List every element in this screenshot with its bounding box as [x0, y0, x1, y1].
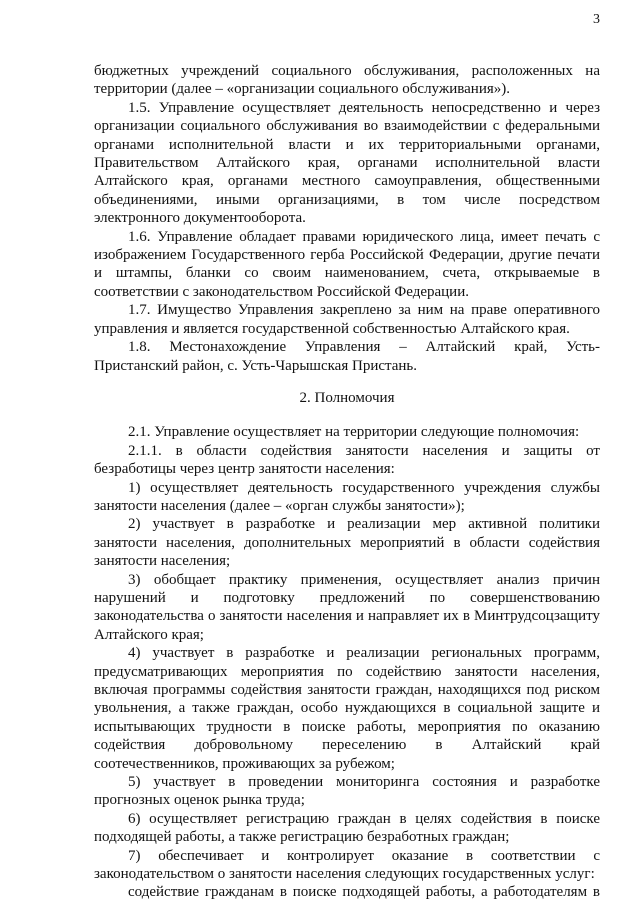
paragraph-1-5: 1.5. Управление осуществляет деятельность непосредственно и через организации социального обслуживания во взаимодействии с федеральными органами исполнительной власти и их территориальными органами, Правительством Алтайского края, органами исполнительной власти Алтайского края, органами местного самоуправления, общественными объединениями, иными организациями, в том числе посредством электронного документооборота. [94, 99, 600, 227]
paragraph-1-8-continued: Пристанский район, с. Усть-Чарышская Пристань. [94, 357, 418, 374]
paragraph-1-8: 1.8. Местонахождение Управления – Алтайский край, Усть- [128, 339, 600, 356]
document-body [94, 62, 600, 902]
list-item-4: 4) участвует в разработке и реализации региональных программ, предусматривающих мероприятия по содействию занятости населения, включая программы содействия занятости граждан, находящихся под риском увольнения, а также граждан, особо нуждающихся в социальной защите и испытывающих трудности в поиске работы, мероприятия по оказанию содействия добровольному переселению в Алтайский край соотечественников, проживающих за рубежом; [94, 645, 600, 772]
list-item-7: 7) обеспечивает и контролирует оказание в соответствии с законодательством о занятости населения следующих государственных услуг: [94, 847, 600, 883]
paragraph-1-7: 1.7. Имущество Управления закреплено за ним на праве оперативного управления и является государственной собственностью Алтайского края. [94, 302, 600, 337]
list-item-7-subitem: содействие гражданам в поиске подходящей работы, а работодателям в [128, 884, 600, 901]
paragraph-2-1: 2.1. Управление осуществляет на территории следующие полномочия: [128, 424, 580, 441]
section-title: 2. Полномочия [299, 389, 395, 406]
paragraph-2-1-1: 2.1.1. в области содействия занятости населения и защиты от безработицы через центр занятости населения: [94, 442, 600, 478]
list-item-6: 6) осуществляет регистрацию граждан в целях содействия в поиске подходящей работы, а также регистрацию безработных граждан; [94, 810, 600, 846]
list-item-3: 3) обобщает практику применения, осуществляет анализ причин нарушений и подготовку предложений по совершенствованию законодательства о занятости населения и направляет их в Минтрудсоцзащиту Алтайского края; [94, 571, 600, 643]
list-item-2: 2) участвует в разработке и реализации мер активной политики занятости населения, дополнительных мероприятий в области содействия занятости населения; [94, 516, 600, 570]
paragraph-continuation: бюджетных учреждений социального обслуживания, расположенных на территории (далее – «организации социального обслуживания»). [94, 63, 600, 98]
page-number: 3 [593, 12, 600, 27]
list-item-1: 1) осуществляет деятельность государственного учреждения службы занятости населения (далее – «орган службы занятости»); [94, 479, 600, 514]
list-item-5: 5) участвует в проведении мониторинга состояния и разработке прогнозных оценок рынка труда; [94, 774, 600, 809]
paragraph-1-6: 1.6. Управление обладает правами юридического лица, имеет печать с изображением Государственного герба Российской Федерации, другие печати и штампы, бланки со своим наименованием, счета, открываемые в соответствии с законодательством Российской Федерации. [94, 228, 600, 300]
